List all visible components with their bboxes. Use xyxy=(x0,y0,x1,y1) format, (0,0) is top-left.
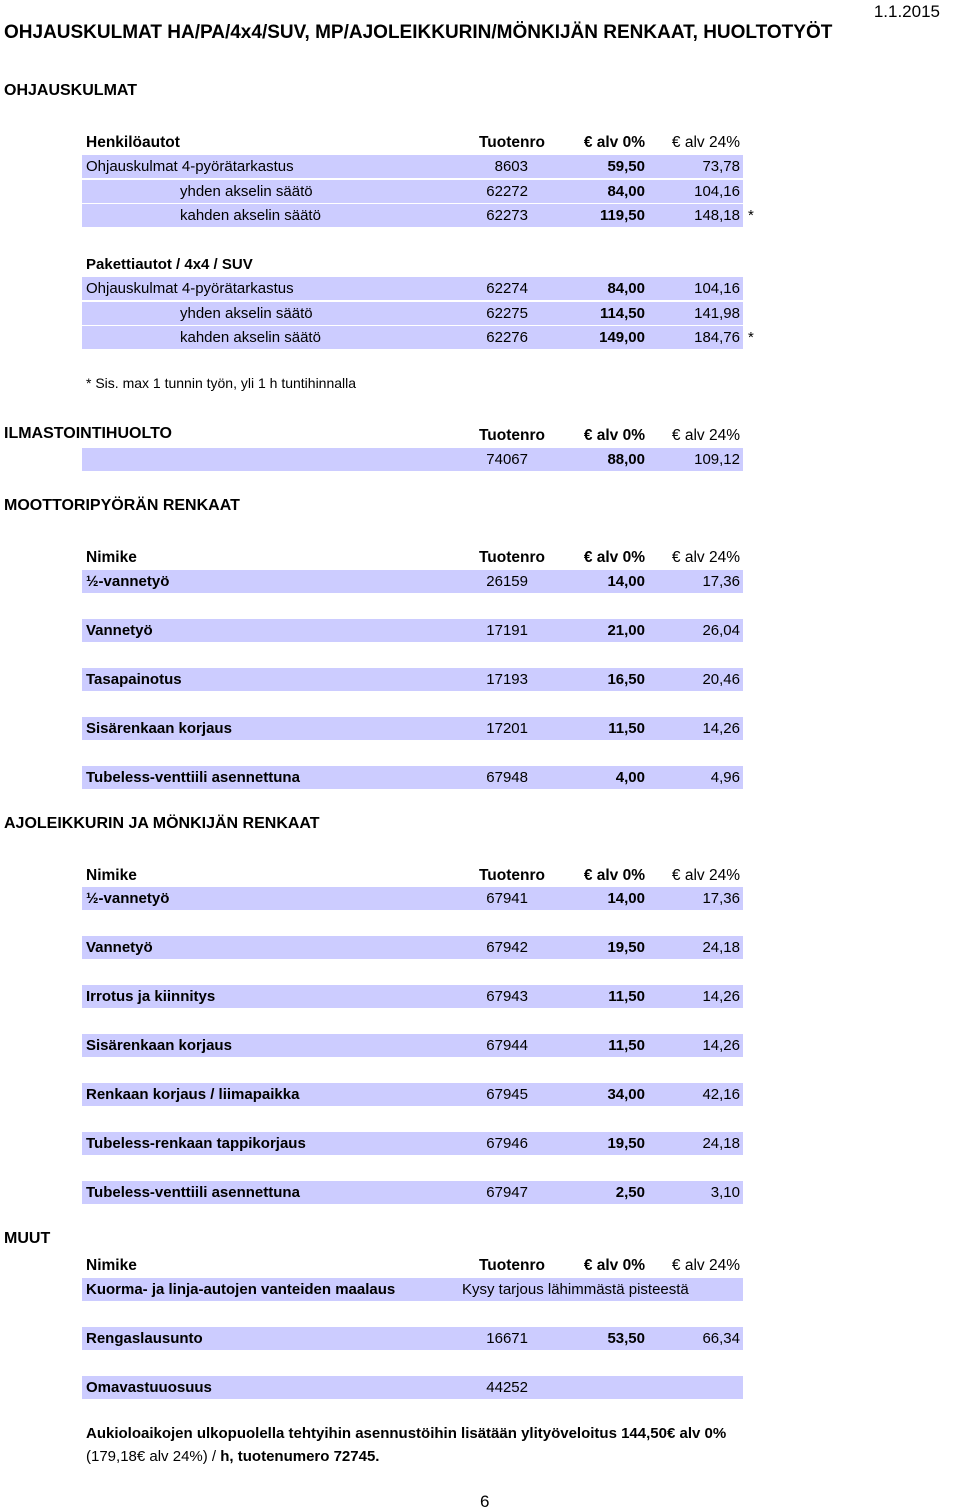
row-code: 67948 xyxy=(486,769,528,786)
row-alv24: 24,18 xyxy=(702,1135,740,1152)
row-code: 17201 xyxy=(486,720,528,737)
row-name: Vannetyö xyxy=(86,622,153,639)
footer-note-line2-part2: h, tuotenumero 72745. xyxy=(220,1448,380,1465)
row-name: Rengaslausunto xyxy=(86,1330,203,1347)
row-code: 67942 xyxy=(486,939,528,956)
footnote-star: * xyxy=(748,207,754,224)
row-alv0: 119,50 xyxy=(599,207,645,224)
table-header xyxy=(82,546,743,569)
table-row xyxy=(82,302,743,325)
table-row xyxy=(82,668,743,691)
footer-note-line2 xyxy=(86,1448,379,1465)
table-header-henkiloautot xyxy=(82,131,743,154)
table-header xyxy=(82,1254,743,1277)
row-name: Sisärenkaan korjaus xyxy=(86,1037,232,1054)
header-tuotenro: Tuotenro xyxy=(478,1257,545,1274)
row-name: ½-vannetyö xyxy=(86,573,170,590)
row-code: 74067 xyxy=(486,451,528,468)
row-alv24: 66,34 xyxy=(702,1330,740,1347)
row-alv24: 4,96 xyxy=(710,769,740,786)
row-alv0: 14,00 xyxy=(607,890,645,907)
header-alv0: € alv 0% xyxy=(583,134,645,151)
row-name: Vannetyö xyxy=(86,939,153,956)
table-header xyxy=(82,424,743,447)
header-alv0: € alv 0% xyxy=(583,549,645,566)
row-alv24: 184,76 xyxy=(694,329,740,346)
header-tuotenro: Tuotenro xyxy=(478,867,545,884)
row-code: 17193 xyxy=(486,671,528,688)
table-row xyxy=(82,1376,743,1399)
row-name: ½-vannetyö xyxy=(86,890,170,907)
header-tuotenro: Tuotenro xyxy=(478,134,545,151)
row-request-quote: Kysy tarjous lähimmästä pisteestä xyxy=(462,1281,689,1298)
row-alv24: 42,16 xyxy=(702,1086,740,1103)
header-alv0: € alv 0% xyxy=(583,1257,645,1274)
row-name: Tasapainotus xyxy=(86,671,182,688)
table-row xyxy=(82,204,754,227)
table-row xyxy=(82,1083,743,1106)
header-alv24: € alv 24% xyxy=(671,1257,740,1274)
table-row xyxy=(82,936,743,959)
table-row xyxy=(82,766,743,789)
row-name: Omavastuuosuus xyxy=(86,1379,212,1396)
row-code: 62274 xyxy=(486,280,528,297)
row-code: 62272 xyxy=(486,183,528,200)
row-code: 62275 xyxy=(486,305,528,322)
header-nimike: Nimike xyxy=(86,1257,137,1274)
row-name: Ohjauskulmat 4-pyörätarkastus xyxy=(86,280,294,297)
subheader-pakettiautot xyxy=(82,253,743,276)
row-name: Tubeless-renkaan tappikorjaus xyxy=(86,1135,306,1152)
row-alv24: 3,10 xyxy=(710,1184,740,1201)
row-alv0: 53,50 xyxy=(607,1330,645,1347)
table-row xyxy=(82,180,743,203)
row-alv0: 34,00 xyxy=(607,1086,645,1103)
row-name: Ohjauskulmat 4-pyörätarkastus xyxy=(86,158,294,175)
row-name: yhden akselin säätö xyxy=(180,305,313,322)
row-alv24: 73,78 xyxy=(702,158,740,175)
row-alv0: 114,50 xyxy=(599,305,645,322)
row-code: 67941 xyxy=(486,890,528,907)
header-alv24: € alv 24% xyxy=(671,134,740,151)
row-code: 26159 xyxy=(486,573,528,590)
row-alv24: 148,18 xyxy=(694,207,740,224)
row-name: Tubeless-venttiili asennettuna xyxy=(86,1184,300,1201)
footnote-star: * xyxy=(748,329,754,346)
row-alv24: 14,26 xyxy=(702,720,740,737)
footer-note-line1: Aukioloaikojen ulkopuolella tehtyihin asennustöihin lisätään ylityöveloitus 144,50€ alv 0% xyxy=(86,1425,727,1442)
row-code: 62273 xyxy=(486,207,528,224)
table-row xyxy=(82,985,743,1008)
row-alv0: 59,50 xyxy=(607,158,645,175)
header-tuotenro: Tuotenro xyxy=(478,549,545,566)
row-code: 16671 xyxy=(486,1330,528,1347)
header-henkiloautot: Henkilöautot xyxy=(86,134,180,151)
header-nimike: Nimike xyxy=(86,549,137,566)
row-alv0: 11,50 xyxy=(608,720,645,737)
row-code: 44252 xyxy=(486,1379,528,1396)
section-title-ohjauskulmat: OHJAUSKULMAT xyxy=(4,82,138,99)
table-row xyxy=(82,887,743,910)
section-title-ilmastointihuolto: ILMASTOINTIHUOLTO xyxy=(4,425,172,442)
section-title-moottoripyoran-renkaat: MOOTTORIPYÖRÄN RENKAAT xyxy=(4,497,240,514)
row-alv0: 11,50 xyxy=(608,1037,645,1054)
row-name: Renkaan korjaus / liimapaikka xyxy=(86,1086,300,1103)
document-date: 1.1.2015 xyxy=(873,2,940,21)
row-code: 67945 xyxy=(486,1086,528,1103)
row-alv0: 16,50 xyxy=(607,671,645,688)
row-alv0: 2,50 xyxy=(615,1184,645,1201)
table-row xyxy=(82,717,743,740)
table-row xyxy=(82,1132,743,1155)
row-name: kahden akselin säätö xyxy=(180,329,321,346)
row-alv24: 14,26 xyxy=(702,988,740,1005)
row-alv24: 14,26 xyxy=(702,1037,740,1054)
table-row xyxy=(82,570,743,593)
header-alv24: € alv 24% xyxy=(671,549,740,566)
header-tuotenro: Tuotenro xyxy=(478,427,545,444)
row-alv24: 141,98 xyxy=(694,305,740,322)
row-code: 8603 xyxy=(494,158,528,175)
footnote: * Sis. max 1 tunnin työn, yli 1 h tuntihinnalla xyxy=(86,375,357,391)
row-alv0: 88,00 xyxy=(607,451,645,468)
row-alv24: 104,16 xyxy=(694,183,740,200)
header-pakettiautot: Pakettiautot / 4x4 / SUV xyxy=(86,256,253,273)
table-row xyxy=(82,1278,743,1301)
row-code: 67947 xyxy=(486,1184,528,1201)
row-code: 17191 xyxy=(486,622,528,639)
table-row xyxy=(82,155,743,178)
header-alv0: € alv 0% xyxy=(583,427,645,444)
row-name: Sisärenkaan korjaus xyxy=(86,720,232,737)
row-alv0: 19,50 xyxy=(607,1135,645,1152)
row-code: 62276 xyxy=(486,329,528,346)
row-alv24: 20,46 xyxy=(702,671,740,688)
section-title-ajoleikkurin-renkaat: AJOLEIKKURIN JA MÖNKIJÄN RENKAAT xyxy=(4,815,320,832)
row-alv0: 21,00 xyxy=(607,622,645,639)
page-title: OHJAUSKULMAT HA/PA/4x4/SUV, MP/AJOLEIKKURIN/MÖNKIJÄN RENKAAT, HUOLTOTYÖT xyxy=(4,22,833,43)
row-name: Kuorma- ja linja-autojen vanteiden maalaus xyxy=(86,1281,396,1298)
table-row xyxy=(82,277,743,300)
row-alv0: 84,00 xyxy=(607,280,645,297)
row-alv0: 14,00 xyxy=(607,573,645,590)
row-alv24: 17,36 xyxy=(702,890,740,907)
row-alv24: 109,12 xyxy=(694,451,740,468)
row-alv0: 149,00 xyxy=(599,329,645,346)
header-alv24: € alv 24% xyxy=(671,427,740,444)
header-alv0: € alv 0% xyxy=(583,867,645,884)
row-name: yhden akselin säätö xyxy=(180,183,313,200)
row-alv24: 26,04 xyxy=(702,622,740,639)
table-row xyxy=(82,448,743,471)
table-row xyxy=(82,1034,743,1057)
row-alv0: 84,00 xyxy=(607,183,645,200)
header-alv24: € alv 24% xyxy=(671,867,740,884)
row-code: 67946 xyxy=(486,1135,528,1152)
row-alv0: 19,50 xyxy=(607,939,645,956)
row-name: kahden akselin säätö xyxy=(180,207,321,224)
section-title-muut: MUUT xyxy=(4,1230,51,1247)
row-alv0: 11,50 xyxy=(608,988,645,1005)
table-row xyxy=(82,619,743,642)
row-alv0: 4,00 xyxy=(615,769,645,786)
row-name: Irrotus ja kiinnitys xyxy=(86,988,216,1005)
table-header xyxy=(82,864,743,887)
row-alv24: 104,16 xyxy=(694,280,740,297)
header-nimike: Nimike xyxy=(86,867,137,884)
row-alv24: 17,36 xyxy=(702,573,740,590)
row-name: Tubeless-venttiili asennettuna xyxy=(86,769,300,786)
table-row xyxy=(82,1181,743,1204)
footer-note-line2-part1: (179,18€ alv 24%) / xyxy=(86,1448,221,1465)
table-row xyxy=(82,1327,743,1350)
table-row xyxy=(82,326,754,349)
page-number: 6 xyxy=(480,1492,490,1511)
row-alv24: 24,18 xyxy=(702,939,740,956)
row-code: 67944 xyxy=(486,1037,528,1054)
row-code: 67943 xyxy=(486,988,528,1005)
